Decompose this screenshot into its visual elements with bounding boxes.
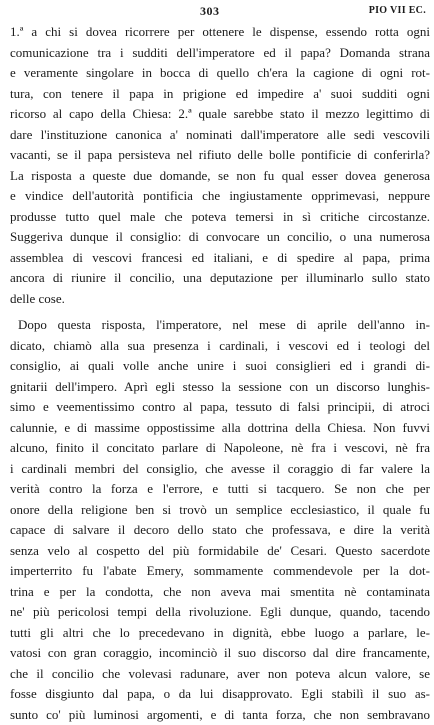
- text-line: Suggeriva dunque il consiglio: di convocare un concilio, o una numerosa: [10, 227, 430, 248]
- running-head: PIO VII EC.: [369, 5, 426, 16]
- text-line: gnitarii dell'impero. Aprì egli stesso la sessione con un discorso lunghis-: [10, 377, 430, 398]
- text-line: calunnie, e di massime oppostissime alla dottrina della Chiesa. Non fuvvi: [10, 418, 430, 439]
- text-line: capace di salvare il decoro dello stato che professava, e dire la verità: [10, 520, 430, 541]
- text-line: vacanti, se il papa persisteva nel rifiuto delle bolle pontificie di conferirla?: [10, 145, 430, 166]
- text-line: imperterrito fu l'abate Emery, sommamente commendevole per la dot-: [10, 561, 430, 582]
- page-number: 303: [200, 4, 220, 19]
- text-line: La risposta a queste due domande, se non fu qual esser dovea generosa: [10, 166, 430, 187]
- paragraph-2: [10, 315, 430, 725]
- text-line: tutti gli altri che lo precedevano in dignità, ebbe luogo a parlare, le-: [10, 623, 430, 644]
- paragraph-1: [10, 22, 430, 309]
- text-line: e vindice dell'autorità pontificia che ingiustamente opprimevasi, neppure: [10, 186, 430, 207]
- text-line: e veramente singolare in bocca di quello ch'era la cagione di ogni rot-: [10, 63, 430, 84]
- text-line: i cardinali membri del consiglio, che avesse il coraggio di far valere la: [10, 459, 430, 480]
- text-line: fosse disgiunto dal papa, o da lui disapprovato. Egli stabilì il suo as-: [10, 684, 430, 705]
- text-line: assemblea di vescovi francesi ed italiani, e di spedire al papa, prima: [10, 248, 430, 269]
- text-line: comunicazione tra i sudditi dell'imperatore ed il papa? Domanda strana: [10, 43, 430, 64]
- text-line: onore della religione ben si trovò un semplice ecclesiastico, il quale fu: [10, 500, 430, 521]
- text-line: tura, con tenere il papa in prigione ed impedire a' suoi sudditi ogni: [10, 84, 430, 105]
- text-line: simo e veementissimo contro al papa, tessuto di falsi principii, di atroci: [10, 397, 430, 418]
- text-line: verità contro la forza e l'errore, e tutti si tacquero. Se non che per: [10, 479, 430, 500]
- text-line: consiglio, ai quali volle anche unire i suoi consiglieri ed i grandi di-: [10, 356, 430, 377]
- page-header: [0, 4, 434, 18]
- text-line: 1.ª a chi si dovea ricorrere per ottenere le dispense, essendo rotta ogni: [10, 22, 430, 43]
- text-line: senza velo al cospetto del più formidabile de' Cesari. Questo sacerdote: [10, 541, 430, 562]
- text-line: delle cose.: [10, 289, 430, 310]
- text-line: vatosi con gran coraggio, incominciò il suo discorso dal dire francamente,: [10, 643, 430, 664]
- text-line: dicato, chiamò alla sua presenza i cardinali, i vescovi ed i teologi del: [10, 336, 430, 357]
- text-line: ne' più pericolosi tempi della rivoluzione. Egli dunque, quando, tacendo: [10, 602, 430, 623]
- text-line: che il concilio che volevasi radunare, aver non poteva alcun valore, se: [10, 664, 430, 685]
- text-line: ricorso al capo della Chiesa: 2.ª quale sarebbe stato il mezzo legittimo di: [10, 104, 430, 125]
- text-line: sunto co' più luminosi argomenti, e di tanta forza, che non sembravano: [10, 705, 430, 725]
- text-line: alcuno, finito il concitato parlare di Napoleone, nè fra i vescovi, nè fra: [10, 438, 430, 459]
- page-body: [10, 22, 430, 725]
- text-line: dare l'instituzione canonica a' nominati dall'imperatore alle sedi vescovili: [10, 125, 430, 146]
- text-line: ancora di riunire il concilio, una deputazione per illuminarlo sullo stato: [10, 268, 430, 289]
- text-line: produsse tutto quel male che poteva temersi in sì critiche circostanze.: [10, 207, 430, 228]
- text-line: Dopo questa risposta, l'imperatore, nel mese di aprile dell'anno in-: [10, 315, 430, 336]
- text-line: trina e per la condotta, che non aveva mai smentita nè contaminata: [10, 582, 430, 603]
